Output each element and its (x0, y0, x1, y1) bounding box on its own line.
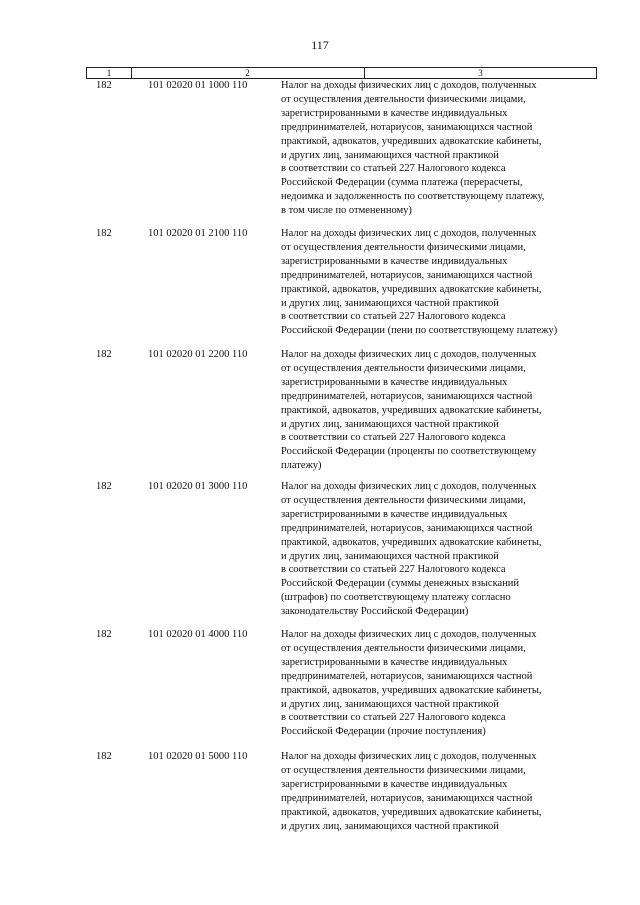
admin-code-cell: 182 (96, 228, 112, 239)
description-line: Налог на доходы физических лиц с доходов, полученных (281, 751, 537, 762)
description-line: Российской Федерации (суммы денежных взысканий (281, 578, 520, 590)
description-line: и других лиц, занимающихся частной практикой (281, 698, 499, 710)
description-line: недоимка и задолженность по соответствующему платежу, (281, 191, 545, 203)
admin-code-cell: 182 (96, 481, 112, 492)
header-cell-2: 2 (131, 68, 365, 78)
admin-code-cell: 182 (96, 629, 112, 640)
description-line: законодательству Российской Федерации) (281, 606, 469, 618)
header-cell-3: 3 (478, 68, 483, 78)
description-line: Российской Федерации (проценты по соответствующему (281, 446, 537, 458)
admin-code-cell: 182 (96, 751, 112, 762)
description-line: в соответствии со статьей 227 Налогового кодекса (281, 432, 506, 444)
description-line: зарегистрированными в качестве индивидуальных (281, 376, 508, 388)
description-line: практикой, адвокатов, учредивших адвокатские кабинеты, (281, 283, 542, 295)
description-line: Налог на доходы физических лиц с доходов, полученных (281, 228, 537, 239)
page-number: 117 (311, 38, 329, 52)
description-cell (281, 750, 593, 833)
description-line: в соответствии со статьей 227 Налогового кодекса (281, 311, 506, 323)
description-line: от осуществления деятельности физическими лицами, (281, 362, 526, 374)
description-line: от осуществления деятельности физическими лицами, (281, 93, 526, 105)
kbk-code-cell: 101 02020 01 3000 110 (148, 481, 248, 492)
description-line: практикой, адвокатов, учредивших адвокатские кабинеты, (281, 135, 542, 147)
description-line: предпринимателей, нотариусов, занимающихся частной (281, 670, 533, 682)
description-line: предпринимателей, нотариусов, занимающихся частной (281, 269, 533, 281)
description-line: в соответствии со статьей 227 Налогового кодекса (281, 712, 506, 724)
description-line: и других лиц, занимающихся частной практикой (281, 820, 499, 832)
description-line: и других лиц, занимающихся частной практикой (281, 149, 499, 161)
description-line: предпринимателей, нотариусов, занимающихся частной (281, 121, 533, 133)
description-line: практикой, адвокатов, учредивших адвокатские кабинеты, (281, 404, 542, 416)
description-line: зарегистрированными в качестве индивидуальных (281, 656, 508, 668)
description-line: предпринимателей, нотариусов, занимающихся частной (281, 390, 533, 402)
description-cell (281, 79, 593, 218)
description-line: Российской Федерации (прочие поступления) (281, 726, 486, 738)
description-line: (штрафов) по соответствующему платежу согласно (281, 592, 511, 604)
description-line: зарегистрированными в качестве индивидуальных (281, 778, 508, 790)
description-line: практикой, адвокатов, учредивших адвокатские кабинеты, (281, 684, 542, 696)
description-line: предпринимателей, нотариусов, занимающихся частной (281, 522, 533, 534)
description-cell (281, 348, 593, 473)
kbk-code-cell: 101 02020 01 1000 110 (148, 80, 248, 91)
kbk-code-cell: 101 02020 01 2100 110 (148, 228, 248, 239)
description-line: и других лиц, занимающихся частной практикой (281, 418, 499, 430)
description-cell (281, 480, 593, 619)
description-cell (281, 227, 593, 338)
description-line: зарегистрированными в качестве индивидуальных (281, 255, 508, 267)
description-line: Налог на доходы физических лиц с доходов, полученных (281, 80, 537, 91)
description-line: Налог на доходы физических лиц с доходов, полученных (281, 481, 537, 492)
description-line: Налог на доходы физических лиц с доходов, полученных (281, 629, 537, 640)
description-line: в соответствии со статьей 227 Налогового кодекса (281, 163, 506, 175)
description-cell (281, 628, 593, 739)
kbk-code-cell: 101 02020 01 2200 110 (148, 349, 248, 360)
description-line: от осуществления деятельности физическими лицами, (281, 764, 526, 776)
admin-code-cell: 182 (96, 349, 112, 360)
description-line: в том числе по отмененному) (281, 205, 412, 217)
description-line: и других лиц, занимающихся частной практикой (281, 297, 499, 309)
description-line: практикой, адвокатов, учредивших адвокатские кабинеты, (281, 536, 542, 548)
description-line: Налог на доходы физических лиц с доходов, полученных (281, 349, 537, 360)
description-line: от осуществления деятельности физическими лицами, (281, 241, 526, 253)
description-line: Российской Федерации (пени по соответствующему платежу) (281, 325, 558, 337)
admin-code-cell: 182 (96, 80, 112, 91)
description-line: и других лиц, занимающихся частной практикой (281, 550, 499, 562)
header-cell-1: 1 (87, 68, 132, 78)
description-line: зарегистрированными в качестве индивидуальных (281, 508, 508, 520)
description-line: практикой, адвокатов, учредивших адвокатские кабинеты, (281, 806, 542, 818)
description-line: от осуществления деятельности физическими лицами, (281, 642, 526, 654)
description-line: платежу) (281, 460, 322, 472)
description-line: от осуществления деятельности физическими лицами, (281, 494, 526, 506)
kbk-code-cell: 101 02020 01 4000 110 (148, 629, 248, 640)
description-line: предпринимателей, нотариусов, занимающихся частной (281, 792, 533, 804)
kbk-code-cell: 101 02020 01 5000 110 (148, 751, 248, 762)
description-line: в соответствии со статьей 227 Налогового кодекса (281, 564, 506, 576)
description-line: зарегистрированными в качестве индивидуальных (281, 107, 508, 119)
description-line: Российской Федерации (сумма платежа (перерасчеты, (281, 177, 523, 189)
